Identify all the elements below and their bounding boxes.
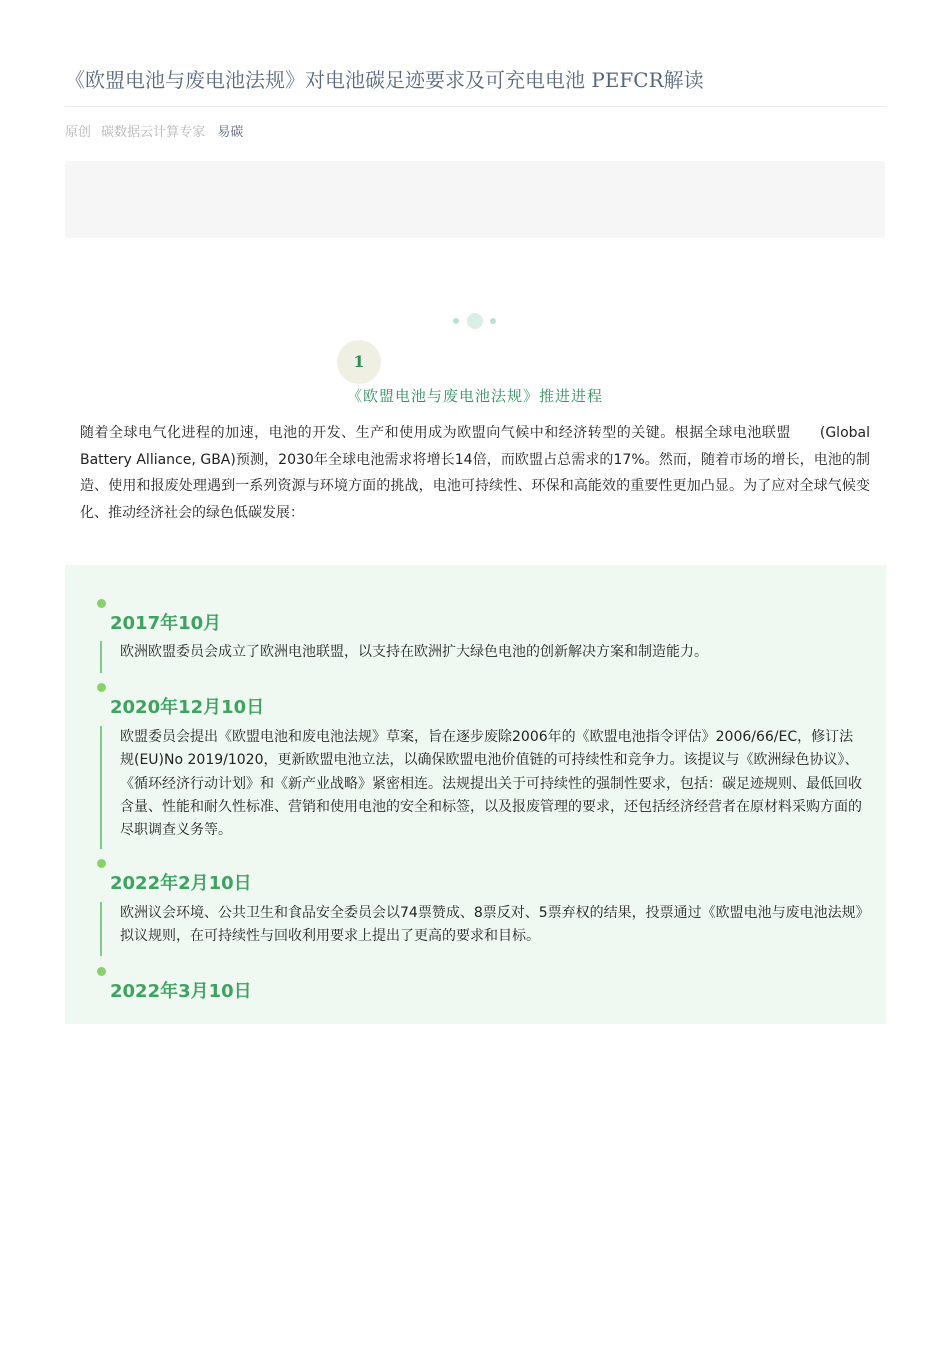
banner-placeholder	[65, 161, 885, 238]
section-number-badge: 1	[337, 340, 381, 384]
timeline-text: 欧洲欧盟委员会成立了欧洲电池联盟，以支持在欧洲扩大绿色电池的创新解决方案和制造能力。	[120, 644, 708, 660]
author-link[interactable]: 易碳	[217, 125, 244, 140]
dot-large	[467, 313, 483, 329]
timeline-bar	[100, 726, 102, 849]
timeline-dot	[97, 683, 106, 692]
timeline-date: 2020年12月10日	[110, 697, 265, 718]
intro-paragraph: 随着全球电气化进程的加速，电池的开发、生产和使用成为欧盟向气候中和经济转型的关键。根据全球电池联盟 (Global Battery Alliance, GBA)预测，2030年全球电池需求将增长14倍，而欧盟占总需求的17%。然而，随着市场的增长，电池的制造、使用和报废处理遇到一系列资源与环境方面的挑战，电池可持续性、环保和高能效的重要性更加凸显。为了应对全球气候变化、推动经济社会的绿色低碳发展：	[80, 425, 870, 521]
dot-small-left	[453, 318, 459, 324]
section-heading: 《欧盟电池与废电池法规》推进进程	[346, 387, 603, 405]
timeline-text: 欧洲议会环境、公共卫生和食品安全委员会以74票赞成、8票反对、5票弃权的结果，投票通过《欧盟电池与废电池法规》拟议规则，在可持续性与回收利用要求上提出了更高的要求和目标。	[120, 905, 863, 945]
timeline-date: 2022年2月10日	[110, 873, 252, 894]
timeline-date: 2017年10月	[110, 613, 222, 634]
title-divider	[65, 106, 885, 107]
article-title: 《欧盟电池与废电池法规》对电池碳足迹要求及可充电电池 PEFCR解读	[65, 68, 704, 92]
timeline-dot	[97, 859, 106, 868]
source-account-link[interactable]: 碳数据云计算专家	[101, 125, 206, 140]
timeline-text: 欧盟委员会提出《欧盟电池和废电池法规》草案，旨在逐步废除2006年的《欧盟电池指令评估》2006/66/EC，修订法规(EU)No 2019/1020，更新欧盟电池立法，以确保欧盟电池价值链的可持续性和竞争力。该提议与《欧洲绿色协议》、《循环经济行动计划》和《新产业战略》紧密相连。法规提出关于可持续性的强制性要求，包括：碳足迹规则、最低回收含量、性能和耐久性标准、营销和使用电池的安全和标签，以及报废管理的要求，还包括经济经营者在原材料采购方面的尽职调查义务等。	[120, 729, 862, 839]
timeline-dot	[97, 967, 106, 976]
timeline-bar	[100, 902, 102, 956]
original-label: 原创	[65, 125, 92, 140]
dot-small-right	[490, 318, 496, 324]
timeline-date: 2022年3月10日	[110, 981, 252, 1002]
article-meta	[65, 121, 249, 140]
timeline-bar	[100, 641, 102, 673]
timeline-dot	[97, 599, 106, 608]
decorative-dots	[450, 312, 500, 330]
